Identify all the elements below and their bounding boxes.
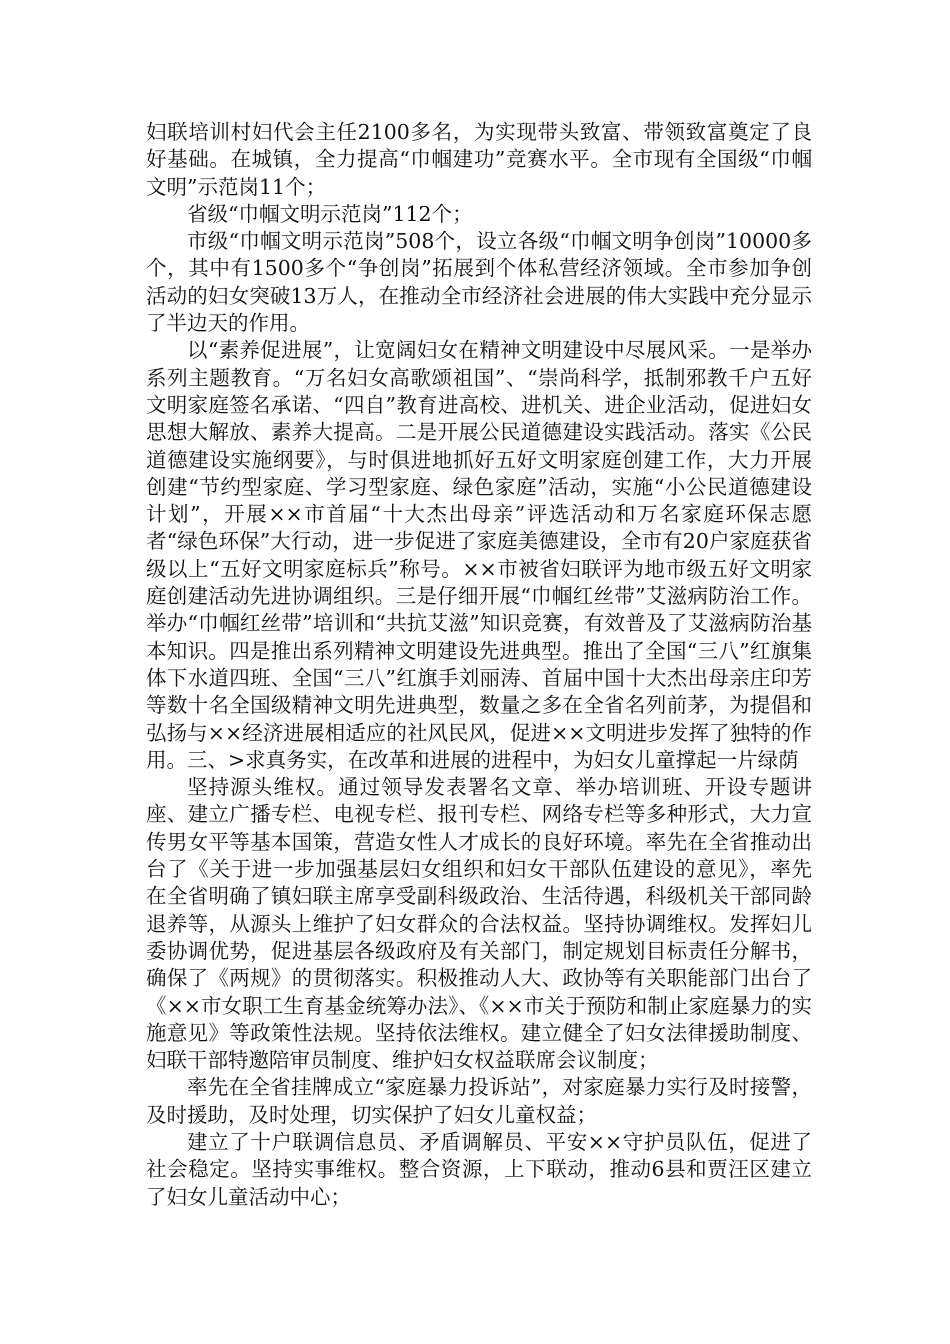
paragraph: 建立了十户联调信息员、矛盾调解员、平安××守护员队伍，促进了社会稳定。坚持实事维权。整合资源，上下联动，推动6县和贾汪区建立了妇女儿童活动中心； <box>146 1129 812 1209</box>
paragraph: 坚持源头维权。通过领导发表署名文章、举办培训班、开设专题讲座、建立广播专栏、电视专栏、报刊专栏、网络专栏等多种形式，大力宣传男女平等基本国策，营造女性人才成长的良好环境。率先在全省推动出台了《关于进一步加强基层妇女组织和妇女干部队伍建设的意见》，率先在全省明确了镇妇联主席享受副科级政治、生活待遇，科级机关干部同龄退养等，从源头上维护了妇女群众的合法权益。坚持协调维权。发挥妇儿委协调优势，促进基层各级政府及有关部门，制定规划目标责任分解书，确保了《两规》的贯彻落实。积极推动人大、政协等有关职能部门出台了《××市女职工生育基金统筹办法》、《××市关于预防和制止家庭暴力的实施意见》等政策性法规。坚持依法维权。建立健全了妇女法律援助制度、妇联干部特邀陪审员制度、维护妇女权益联席会议制度； <box>146 775 812 1073</box>
paragraph: 率先在全省挂牌成立“家庭暴力投诉站”，对家庭暴力实行及时接警，及时援助，及时处理，切实保护了妇女儿童权益； <box>146 1075 812 1127</box>
document-body <box>146 119 812 1211</box>
paragraph: 省级“巾帼文明示范岗”112个； <box>187 201 473 226</box>
paragraph: 妇联培训村妇代会主任2100多名，为实现带头致富、带领致富奠定了良好基础。在城镇，全力提高“巾帼建功”竞赛水平。全市现有全国级“巾帼文明”示范岗11个； <box>146 120 812 199</box>
paragraph: 市级“巾帼文明示范岗”508个，设立各级“巾帼文明争创岗”10000多个，其中有1500多个“争创岗”拓展到个体私营经济领域。全市参加争创活动的妇女突破13万人，在推动全市经济社会进展的伟大实践中充分显示了半边天的作用。 <box>146 229 812 336</box>
paragraph: 以“素养促进展”，让宽阔妇女在精神文明建设中尽展风采。一是举办系列主题教育。“万名妇女高歌颂祖国”、“崇尚科学，抵制邪教千户五好文明家庭签名承诺、“四自”教育进高校、进机关、进企业活动，促进妇女思想大解放、素养大提高。二是开展公民道德建设实践活动。落实《公民道德建设实施纲要》，与时俱进地抓好五好文明家庭创建工作，大力开展创建“节约型家庭、学习型家庭、绿色家庭”活动，实施“小公民道德建设计划”，开展××市首届“十大杰出母亲”评选活动和万名家庭环保志愿者“绿色环保”大行动，进一步促进了家庭美德建设，全市有20户家庭获省级以上“五好文明家庭标兵”称号。××市被省妇联评为地市级五好文明家庭创建活动先进协调组织。三是仔细开展“巾帼红丝带”艾滋病防治工作。举办“巾帼红丝带”培训和“共抗艾滋”知识竞赛，有效普及了艾滋病防治基本知识。四是推出系列精神文明建设先进典型。推出了全国“三八”红旗集体下水道四班、全国“三八”红旗手刘丽涛、首届中国十大杰出母亲庄印芳等数十名全国级精神文明先进典型，数量之多在全省名列前茅，为提倡和弘扬与××经济进展相适应的社风民风，促进××文明进步发挥了独特的作用。三、>求真务实，在改革和进展的进程中，为妇女儿童撑起一片绿荫 <box>146 338 812 772</box>
